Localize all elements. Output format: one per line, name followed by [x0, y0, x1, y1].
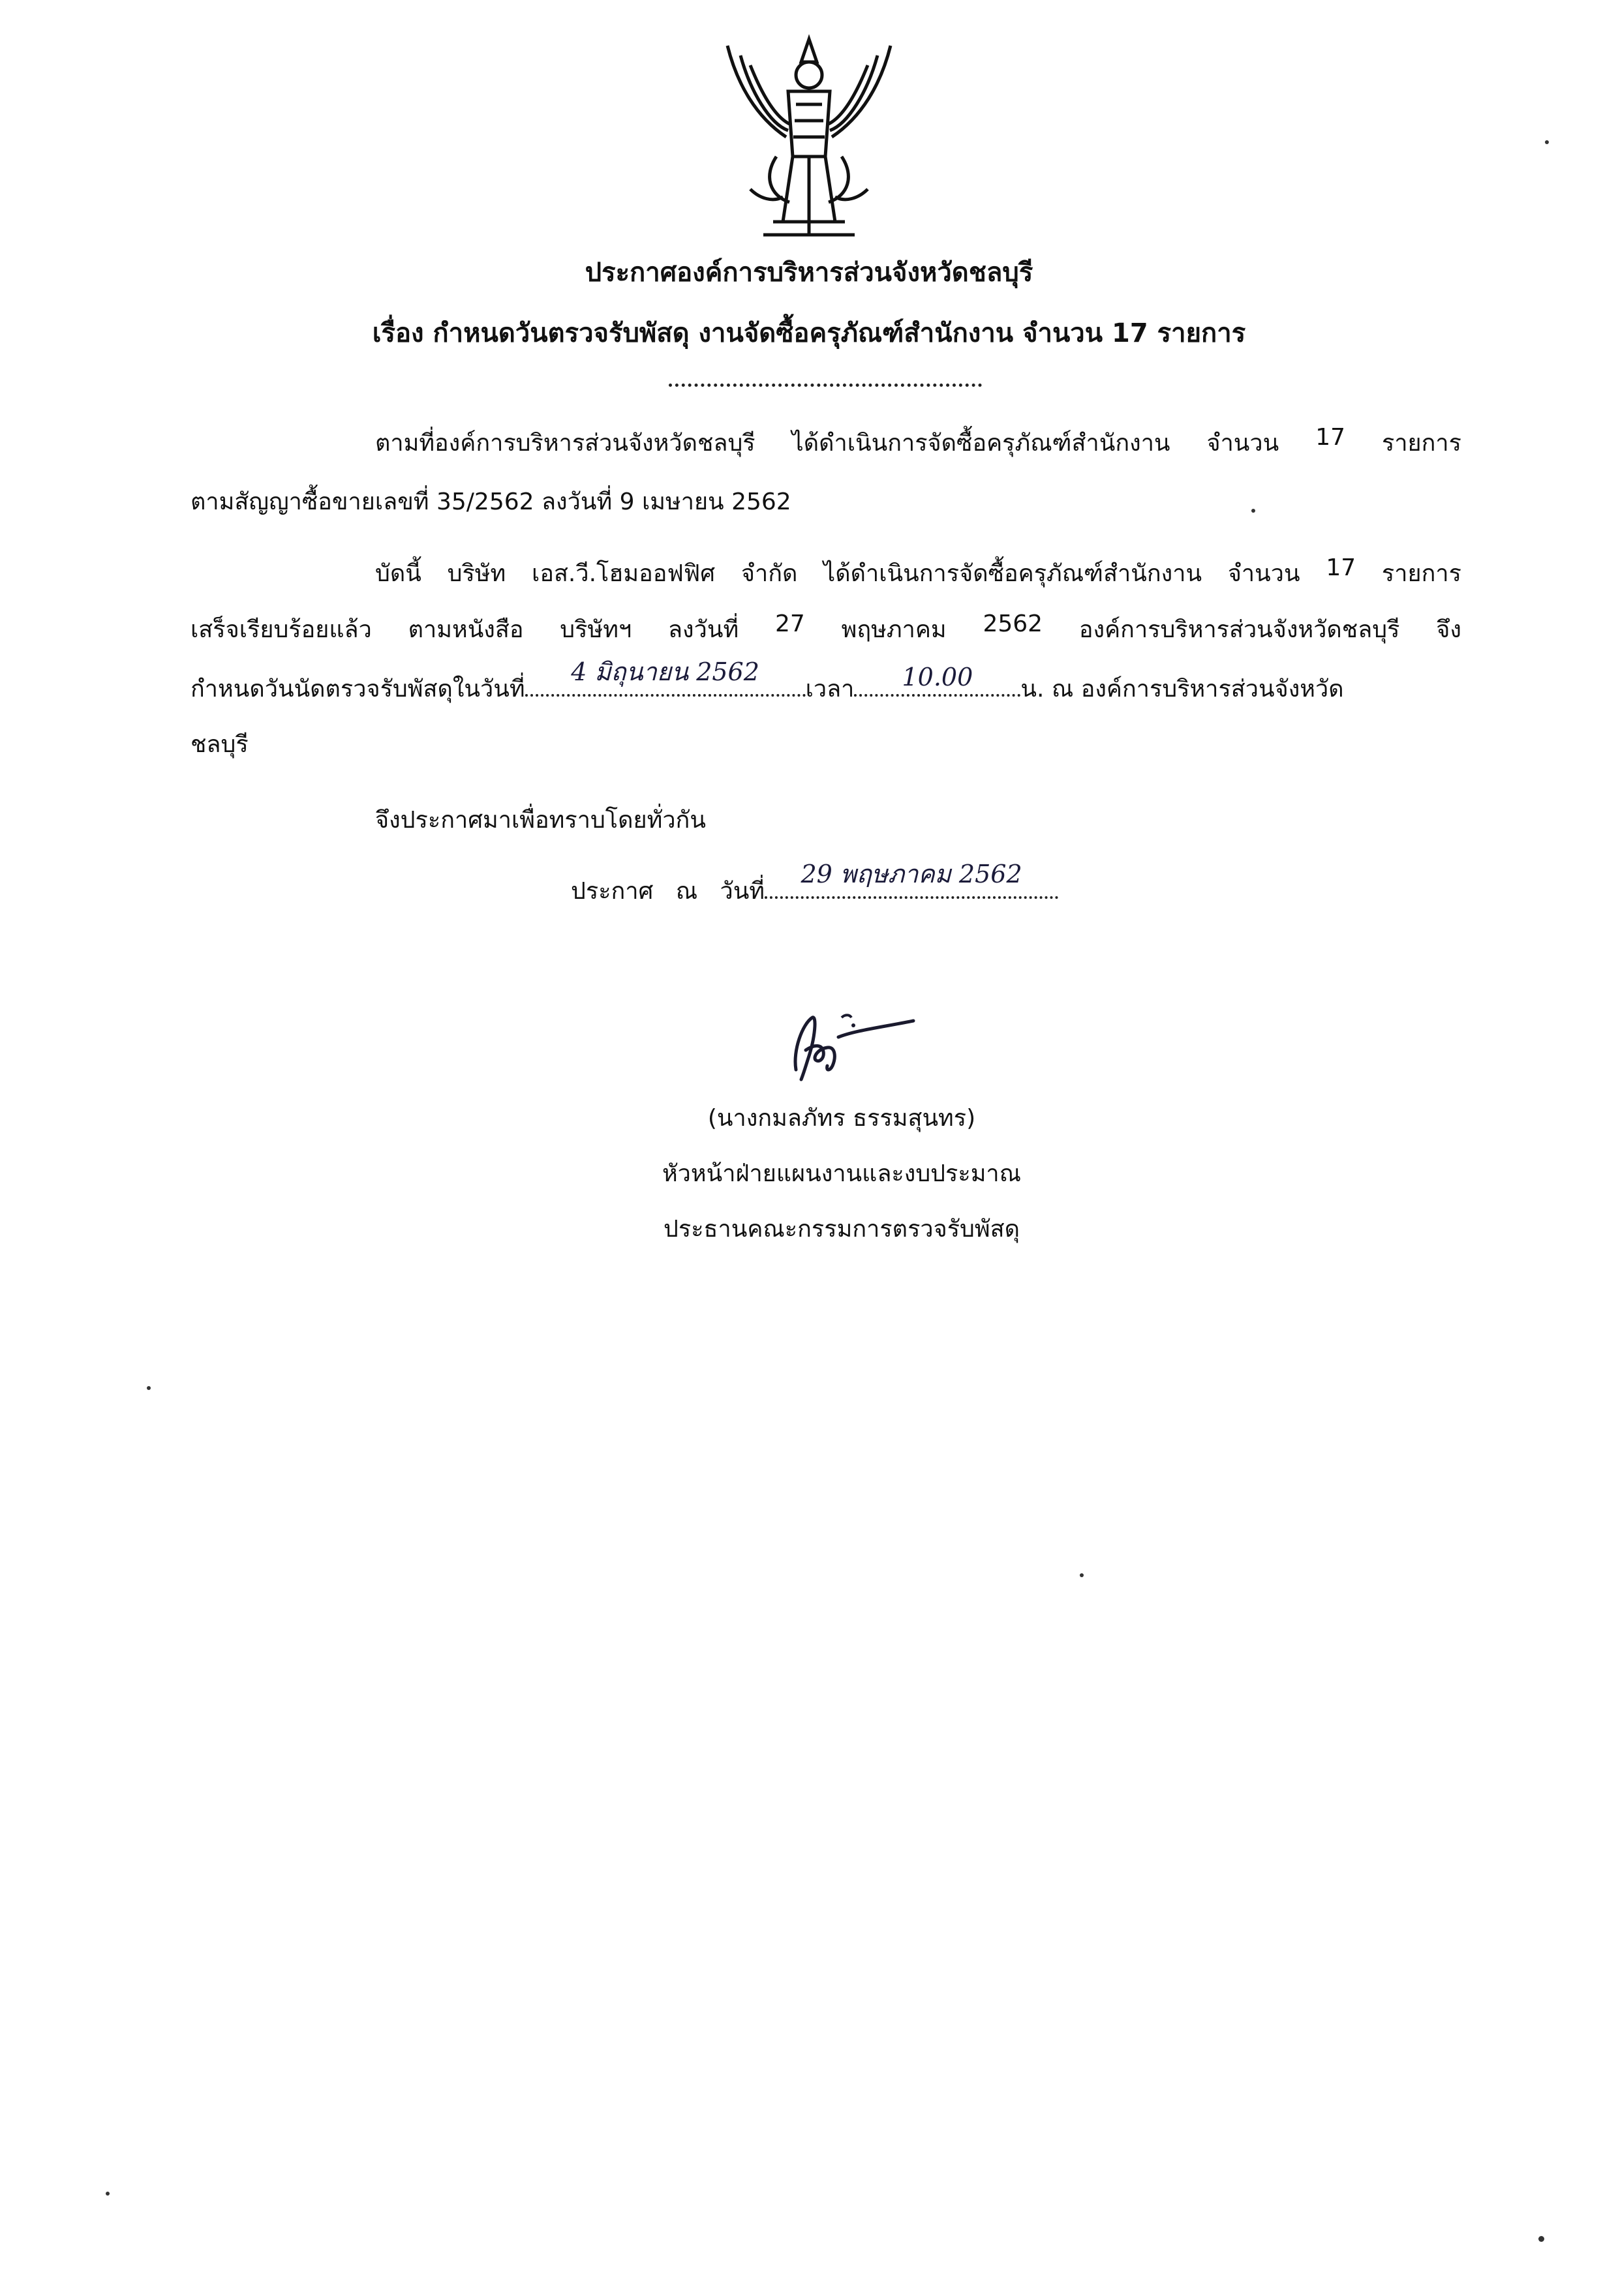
paragraph-1-line-2: ตามสัญญาซื้อขายเลขที่ 35/2562 ลงวันที่ 9 เมษายน 2562 — [191, 489, 791, 515]
word: บริษัท — [447, 560, 506, 587]
word: ลงวันที่ — [667, 616, 739, 643]
scan-speck — [106, 2192, 110, 2196]
scan-speck — [1080, 1573, 1084, 1577]
word: เอส.วี.โฮมออฟฟิศ — [532, 560, 716, 587]
garuda-emblem-icon — [711, 26, 907, 248]
word: 17 — [1315, 424, 1346, 451]
announcement-date-line — [571, 860, 1058, 909]
word: บริษัทฯ — [560, 616, 632, 643]
handwritten-signature — [776, 998, 926, 1083]
announce-date-blank — [765, 860, 1058, 899]
paragraph-2-line-2 — [191, 611, 1461, 648]
word: รายการ — [1381, 430, 1461, 457]
paragraph-2-line-3 — [191, 657, 1461, 707]
announce-date-label: วันที่ — [720, 878, 765, 905]
inspection-time-blank — [854, 663, 1020, 697]
signer-position: หัวหน้าฝ่ายแผนงานและงบประมาณ — [662, 1160, 1022, 1187]
inspection-location: น. ณ องค์การบริหารส่วนจังหวัด — [1020, 676, 1344, 702]
word: จำนวน — [1206, 430, 1279, 457]
inspection-time-handwritten: 10.00 — [902, 663, 973, 691]
time-label: เวลา — [805, 676, 855, 702]
word: จึง — [1436, 616, 1461, 643]
paragraph-2-line-4: ชลบุรี — [191, 731, 249, 758]
closing-statement: จึงประกาศมาเพื่อทราบโดยทั่วกัน — [375, 807, 706, 834]
announce-date-handwritten: 29 พฤษภาคม 2562 — [801, 860, 1022, 888]
paragraph-1-line-1 — [375, 424, 1461, 461]
scan-speck — [1251, 509, 1255, 513]
scan-speck — [1538, 2236, 1544, 2242]
announce-at: ณ — [675, 878, 698, 905]
scan-speck — [1545, 140, 1549, 144]
word: บัดนี้ — [375, 560, 421, 587]
committee-position: ประธานคณะกรรมการตรวจรับพัสดุ — [664, 1216, 1020, 1243]
inspection-date-handwritten: 4 มิถุนายน 2562 — [571, 657, 759, 686]
scan-speck — [147, 1386, 151, 1390]
announcement-subject: เรื่อง กำหนดวันตรวจรับพัสดุ งานจัดซื้อครุภัณฑ์สำนักงาน จำนวน 17 รายการ — [372, 318, 1246, 348]
word: จำกัด — [740, 560, 798, 587]
announce-label: ประกาศ — [571, 878, 654, 905]
inspection-date-blank — [525, 657, 806, 697]
paragraph-2-line-1 — [375, 554, 1461, 592]
dotted-divider — [669, 384, 982, 387]
word: 2562 — [983, 611, 1043, 637]
word: 27 — [775, 611, 805, 637]
word: พฤษภาคม — [841, 616, 947, 643]
announcement-title: ประกาศองค์การบริหารส่วนจังหวัดชลบุรี — [585, 258, 1033, 288]
word: จำนวน — [1227, 560, 1300, 587]
word: รายการ — [1381, 560, 1461, 587]
word: 17 — [1326, 554, 1356, 581]
word: ได้ดำเนินการจัดซื้อครุภัณฑ์สำนักงาน — [823, 560, 1202, 587]
word: องค์การบริหารส่วนจังหวัดชลบุรี — [1078, 616, 1400, 643]
word: เสร็จเรียบร้อยแล้ว — [191, 616, 372, 643]
inspection-date-prefix: กำหนดวันนัดตรวจรับพัสดุในวันที่ — [191, 676, 525, 702]
word: ได้ดำเนินการจัดซื้อครุภัณฑ์สำนักงาน — [791, 430, 1170, 457]
word: ตามหนังสือ — [408, 616, 524, 643]
signer-name: (นางกมลภัทร ธรรมสุนทร) — [707, 1105, 976, 1132]
word: ตามที่องค์การบริหารส่วนจังหวัดชลบุรี — [375, 430, 756, 457]
